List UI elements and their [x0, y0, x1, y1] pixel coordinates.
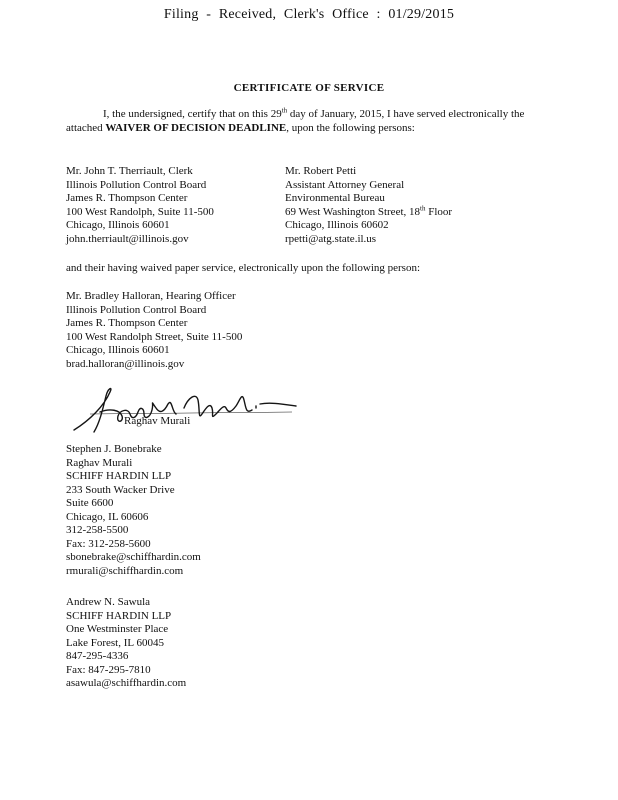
- stamp-date: 01/29/2015: [388, 7, 455, 22]
- intro-sup: th: [281, 106, 288, 115]
- address-line: Stephen J. Bonebrake: [66, 443, 162, 455]
- phone-line: 312-258-5500: [66, 524, 129, 536]
- handwritten-signature: [60, 378, 310, 438]
- address-line: 100 West Randolph, Suite 11-500: [66, 205, 214, 218]
- address-line: Mr. Bradley Halloran, Hearing Officer: [66, 290, 236, 302]
- stamp-dash: -: [206, 7, 212, 22]
- recipient-ag-address: [285, 165, 452, 246]
- fax-line: Fax: 847-295-7810: [66, 663, 151, 676]
- email-line: sbonebrake@schiffhardin.com: [66, 551, 201, 563]
- address-line: James R. Thompson Center: [66, 317, 188, 329]
- email-line: rpetti@atg.state.il.us: [285, 232, 377, 245]
- address-floor-sup: th: [420, 203, 426, 212]
- address-line: Assistant Attorney General: [285, 178, 405, 191]
- address-line: Chicago, IL 60606: [66, 510, 149, 523]
- address-line: Mr. Robert Petti: [285, 165, 357, 177]
- waived-service-text: and their having waived paper service, electronically upon the following person:: [66, 262, 421, 274]
- address-line: [285, 203, 453, 220]
- address-street: 69 West Washington Street, 18: [285, 205, 421, 218]
- address-line: Lake Forest, IL 60045: [66, 636, 164, 649]
- address-line: Chicago, Illinois 60601: [66, 344, 170, 356]
- hearing-officer-address: [66, 290, 242, 371]
- intro-part3: , upon the following persons:: [286, 121, 415, 134]
- address-line: Suite 6600: [66, 497, 114, 509]
- email-line: asawula@schiffhardin.com: [66, 677, 187, 689]
- address-line: One Westminster Place: [66, 623, 169, 635]
- intro-part1: I, the undersigned, certify that on this 29: [103, 108, 282, 120]
- document-name: WAIVER OF DECISION DEADLINE: [105, 121, 287, 134]
- stamp-colon: :: [376, 7, 381, 22]
- email-line: john.therriault@illinois.gov: [66, 232, 189, 245]
- intro-part2: day of January, 2015, I have served electronically the attached: [66, 108, 525, 134]
- address-line: Illinois Pollution Control Board: [66, 178, 207, 191]
- address-floor: Floor: [425, 205, 453, 218]
- intro-paragraph: [66, 108, 536, 135]
- recipient-clerk-address: [66, 165, 214, 246]
- fax-line: Fax: 312-258-5600: [66, 537, 151, 550]
- address-line: SCHIFF HARDIN LLP: [66, 470, 172, 482]
- address-line: 100 West Randolph Street, Suite 11-500: [66, 330, 243, 343]
- stamp-filing: Filing: [163, 7, 199, 22]
- address-line: Illinois Pollution Control Board: [66, 303, 207, 316]
- email-line: rmurali@schiffhardin.com: [66, 564, 184, 577]
- address-line: Andrew N. Sawula: [66, 596, 151, 608]
- address-line: Chicago, Illinois 60601: [66, 219, 170, 231]
- email-line: brad.halloran@illinois.gov: [66, 357, 185, 370]
- sawula-block: [66, 596, 186, 691]
- address-line: Chicago, Illinois 60602: [285, 219, 389, 231]
- filing-stamp: [0, 7, 618, 23]
- certificate-title: CERTIFICATE OF SERVICE: [233, 82, 385, 94]
- stamp-received: Received,: [218, 7, 277, 22]
- signer-block: [66, 443, 201, 578]
- address-line: Raghav Murali: [66, 456, 133, 469]
- address-line: SCHIFF HARDIN LLP: [66, 609, 172, 622]
- phone-line: 847-295-4336: [66, 650, 129, 662]
- address-line: James R. Thompson Center: [66, 192, 188, 204]
- address-line: 233 South Wacker Drive: [66, 483, 175, 496]
- signature-name: Raghav Murali: [124, 415, 191, 427]
- address-line: Environmental Bureau: [285, 192, 385, 204]
- address-line: Mr. John T. Therriault, Clerk: [66, 165, 193, 177]
- stamp-office: Office: [332, 7, 369, 22]
- stamp-clerks: Clerk's: [283, 7, 325, 22]
